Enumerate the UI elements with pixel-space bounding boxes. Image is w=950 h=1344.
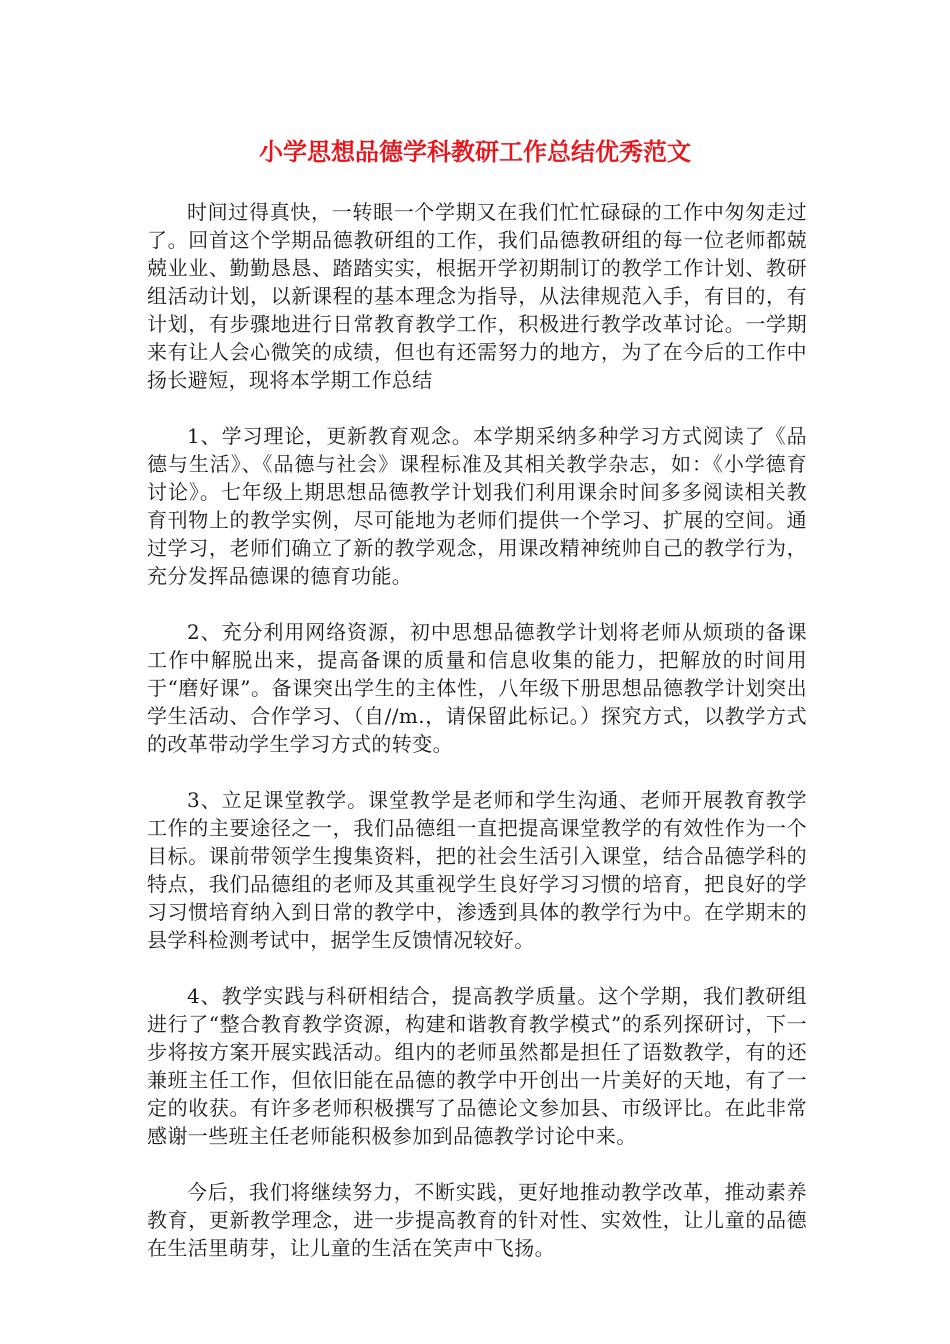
paragraph-theory: 1、学习理论，更新教育观念。本学期采纳多种学习方式阅读了《品德与生活》、《品德与社会》课程标准及其相关教学杂志，如：《小学德育讨论》。七年级上期思想品德教学计划我们利用课余时间多多阅读相关教育刊物上的教学实例，尽可能地为老师们提供一个学习、扩展的空间。通过学习，老师们确立了新的教学观念，用课改精神统帅自己的教学行为，充分发挥品德课的德育功能。 — [147, 424, 807, 588]
document-body — [147, 198, 807, 1262]
paragraph-intro: 时间过得真快，一转眼一个学期又在我们忙忙碌碌的工作中匆匆走过了。回首这个学期品德教研组的工作，我们品德教研组的每一位老师都兢兢业业、勤勤恳恳、踏踏实实，根据开学初期制订的教学工作计划、教研组活动计划，以新课程的基本理念为指导，从法律规范入手，有目的，有计划，有步骤地进行日常教育教学工作，积极进行教学改革讨论。一学期来有让人会心微笑的成绩，但也有还需努力的地方，为了在今后的工作中扬长避短，现将本学期工作总结 — [147, 200, 807, 392]
document-title: 小学思想品德学科教研工作总结优秀范文 — [259, 138, 691, 166]
paragraph-future: 今后，我们将继续努力，不断实践，更好地推动教学改革，推动素养教育，更新教学理念，进一步提高教育的针对性、实效性，让儿童的品德在生活里萌芽，让儿童的生活在笑声中飞扬。 — [147, 1180, 807, 1260]
paragraph-practice-research: 4、教学实践与科研相结合，提高教学质量。这个学期，我们教研组进行了“整合教育教学资源，构建和谐教育教学模式”的系列探研讨，下一步将按方案开展实践活动。组内的老师虽然都是担任了语数教学，有的还兼班主任工作，但依旧能在品德的教学中开创出一片美好的天地，有了一定的收获。有许多老师积极撰写了品德论文参加县、市级评比。在此非常感谢一些班主任老师能积极参加到品德教学讨论中来。 — [147, 984, 807, 1148]
paragraph-network-resources: 2、充分利用网络资源，初中思想品德教学计划将老师从烦琐的备课工作中解脱出来，提高备课的质量和信息收集的能力，把解放的时间用于“磨好课”。备课突出学生的主体性，八年级下册思想品德教学计划突出学生活动、合作学习、（自//m.，请保留此标记。）探究方式，以教学方式的改革带动学生学习方式的转变。 — [147, 620, 807, 756]
paragraph-classroom-teaching: 3、立足课堂教学。课堂教学是老师和学生沟通、老师开展教育教学工作的主要途径之一，我们品德组一直把提高课堂教学的有效性作为一个目标。课前带领学生搜集资料，把的社会生活引入课堂，结合品德学科的特点，我们品德组的老师及其重视学生良好学习习惯的培育，把良好的学习习惯培育纳入到日常的教学中，渗透到具体的教学行为中。在学期末的县学科检测考试中，据学生反馈情况较好。 — [147, 788, 807, 952]
